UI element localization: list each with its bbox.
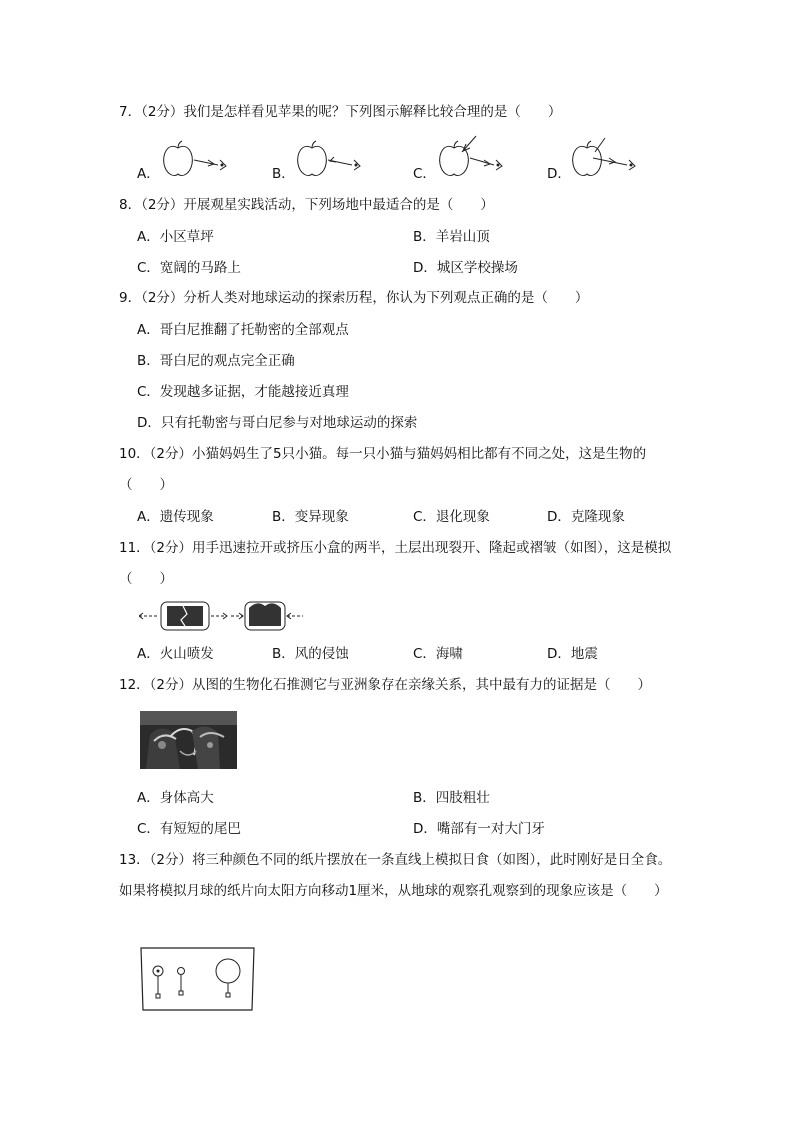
question-10-text: 10．（2分）小猫妈妈生了5只小猫。每一只小猫与猫妈妈相比都有不同之处，这是生物的（ ） (119, 446, 647, 493)
q11-option-c: C．海啸 (413, 646, 463, 662)
q10-option-b: B．变异现象 (272, 509, 349, 525)
q12-option-d: D．嘴部有一对大门牙 (413, 821, 545, 837)
q12-option-a: A．身体高大 (137, 790, 214, 806)
q9-option-d: D．只有托勒密与哥白尼参与对地球运动的探索 (137, 415, 418, 431)
question-11-text: 11．（2分）用手迅速拉开或挤压小盒的两半，土层出现裂开、隆起或褶皱（如图），这是模拟（ ） (119, 540, 672, 587)
q10-option-a: A．遗传现象 (137, 509, 214, 525)
q10-option-c: C．退化现象 (413, 509, 490, 525)
q7-option-b-figure (294, 140, 369, 180)
q8-option-d: D．城区学校操场 (413, 260, 518, 276)
q8-option-b: B．羊岩山顶 (413, 229, 490, 245)
q8-option-c: C．宽阔的马路上 (137, 260, 241, 276)
question-13-text: 13．（2分）将三种颜色不同的纸片摆放在一条直线上模拟日食（如图），此时刚好是日全食。如果将模拟月球的纸片向太阳方向移动1厘米，从地球的观察孔观察到的现象应该是（ ） (119, 852, 672, 899)
question-9-text: 9．（2分）分析人类对地球运动的探索历程，你认为下列观点正确的是（ ） (119, 290, 589, 306)
q11-box-figure (139, 598, 304, 634)
q12-fossil-photo (140, 711, 237, 769)
q12-option-c: C．有短短的尾巴 (137, 821, 241, 837)
q11-option-d: D．地震 (547, 646, 598, 662)
q7-option-d-figure (569, 134, 644, 180)
q13-eclipse-model-figure (140, 946, 256, 1012)
q7-option-d-label: D． (547, 166, 571, 182)
q7-option-c-figure (436, 134, 511, 180)
q9-option-a: A．哥白尼推翻了托勒密的全部观点 (137, 322, 349, 338)
q7-option-c-label: C． (413, 166, 436, 182)
question-8-text: 8．（2分）开展观星实践活动，下列场地中最适合的是（ ） (119, 197, 494, 213)
q11-option-a: A．火山喷发 (137, 646, 214, 662)
q9-option-b: B．哥白尼的观点完全正确 (137, 353, 295, 369)
q7-option-b-label: B． (272, 166, 295, 182)
q8-option-a: A．小区草坪 (137, 229, 214, 245)
q9-option-c: C．发现越多证据，才能越接近真理 (137, 384, 349, 400)
question-7-text: 7．（2分）我们是怎样看见苹果的呢？下列图示解释比较合理的是（ ） (119, 104, 562, 120)
question-12-text: 12．（2分）从图的生物化石推测它与亚洲象存在亲缘关系，其中最有力的证据是（ ） (119, 677, 652, 693)
q11-option-b: B．风的侵蚀 (272, 646, 349, 662)
q7-option-a-figure (160, 140, 235, 180)
q12-option-b: B．四肢粗壮 (413, 790, 490, 806)
q7-option-a-label: A． (137, 166, 160, 182)
q10-option-d: D．克隆现象 (547, 509, 625, 525)
